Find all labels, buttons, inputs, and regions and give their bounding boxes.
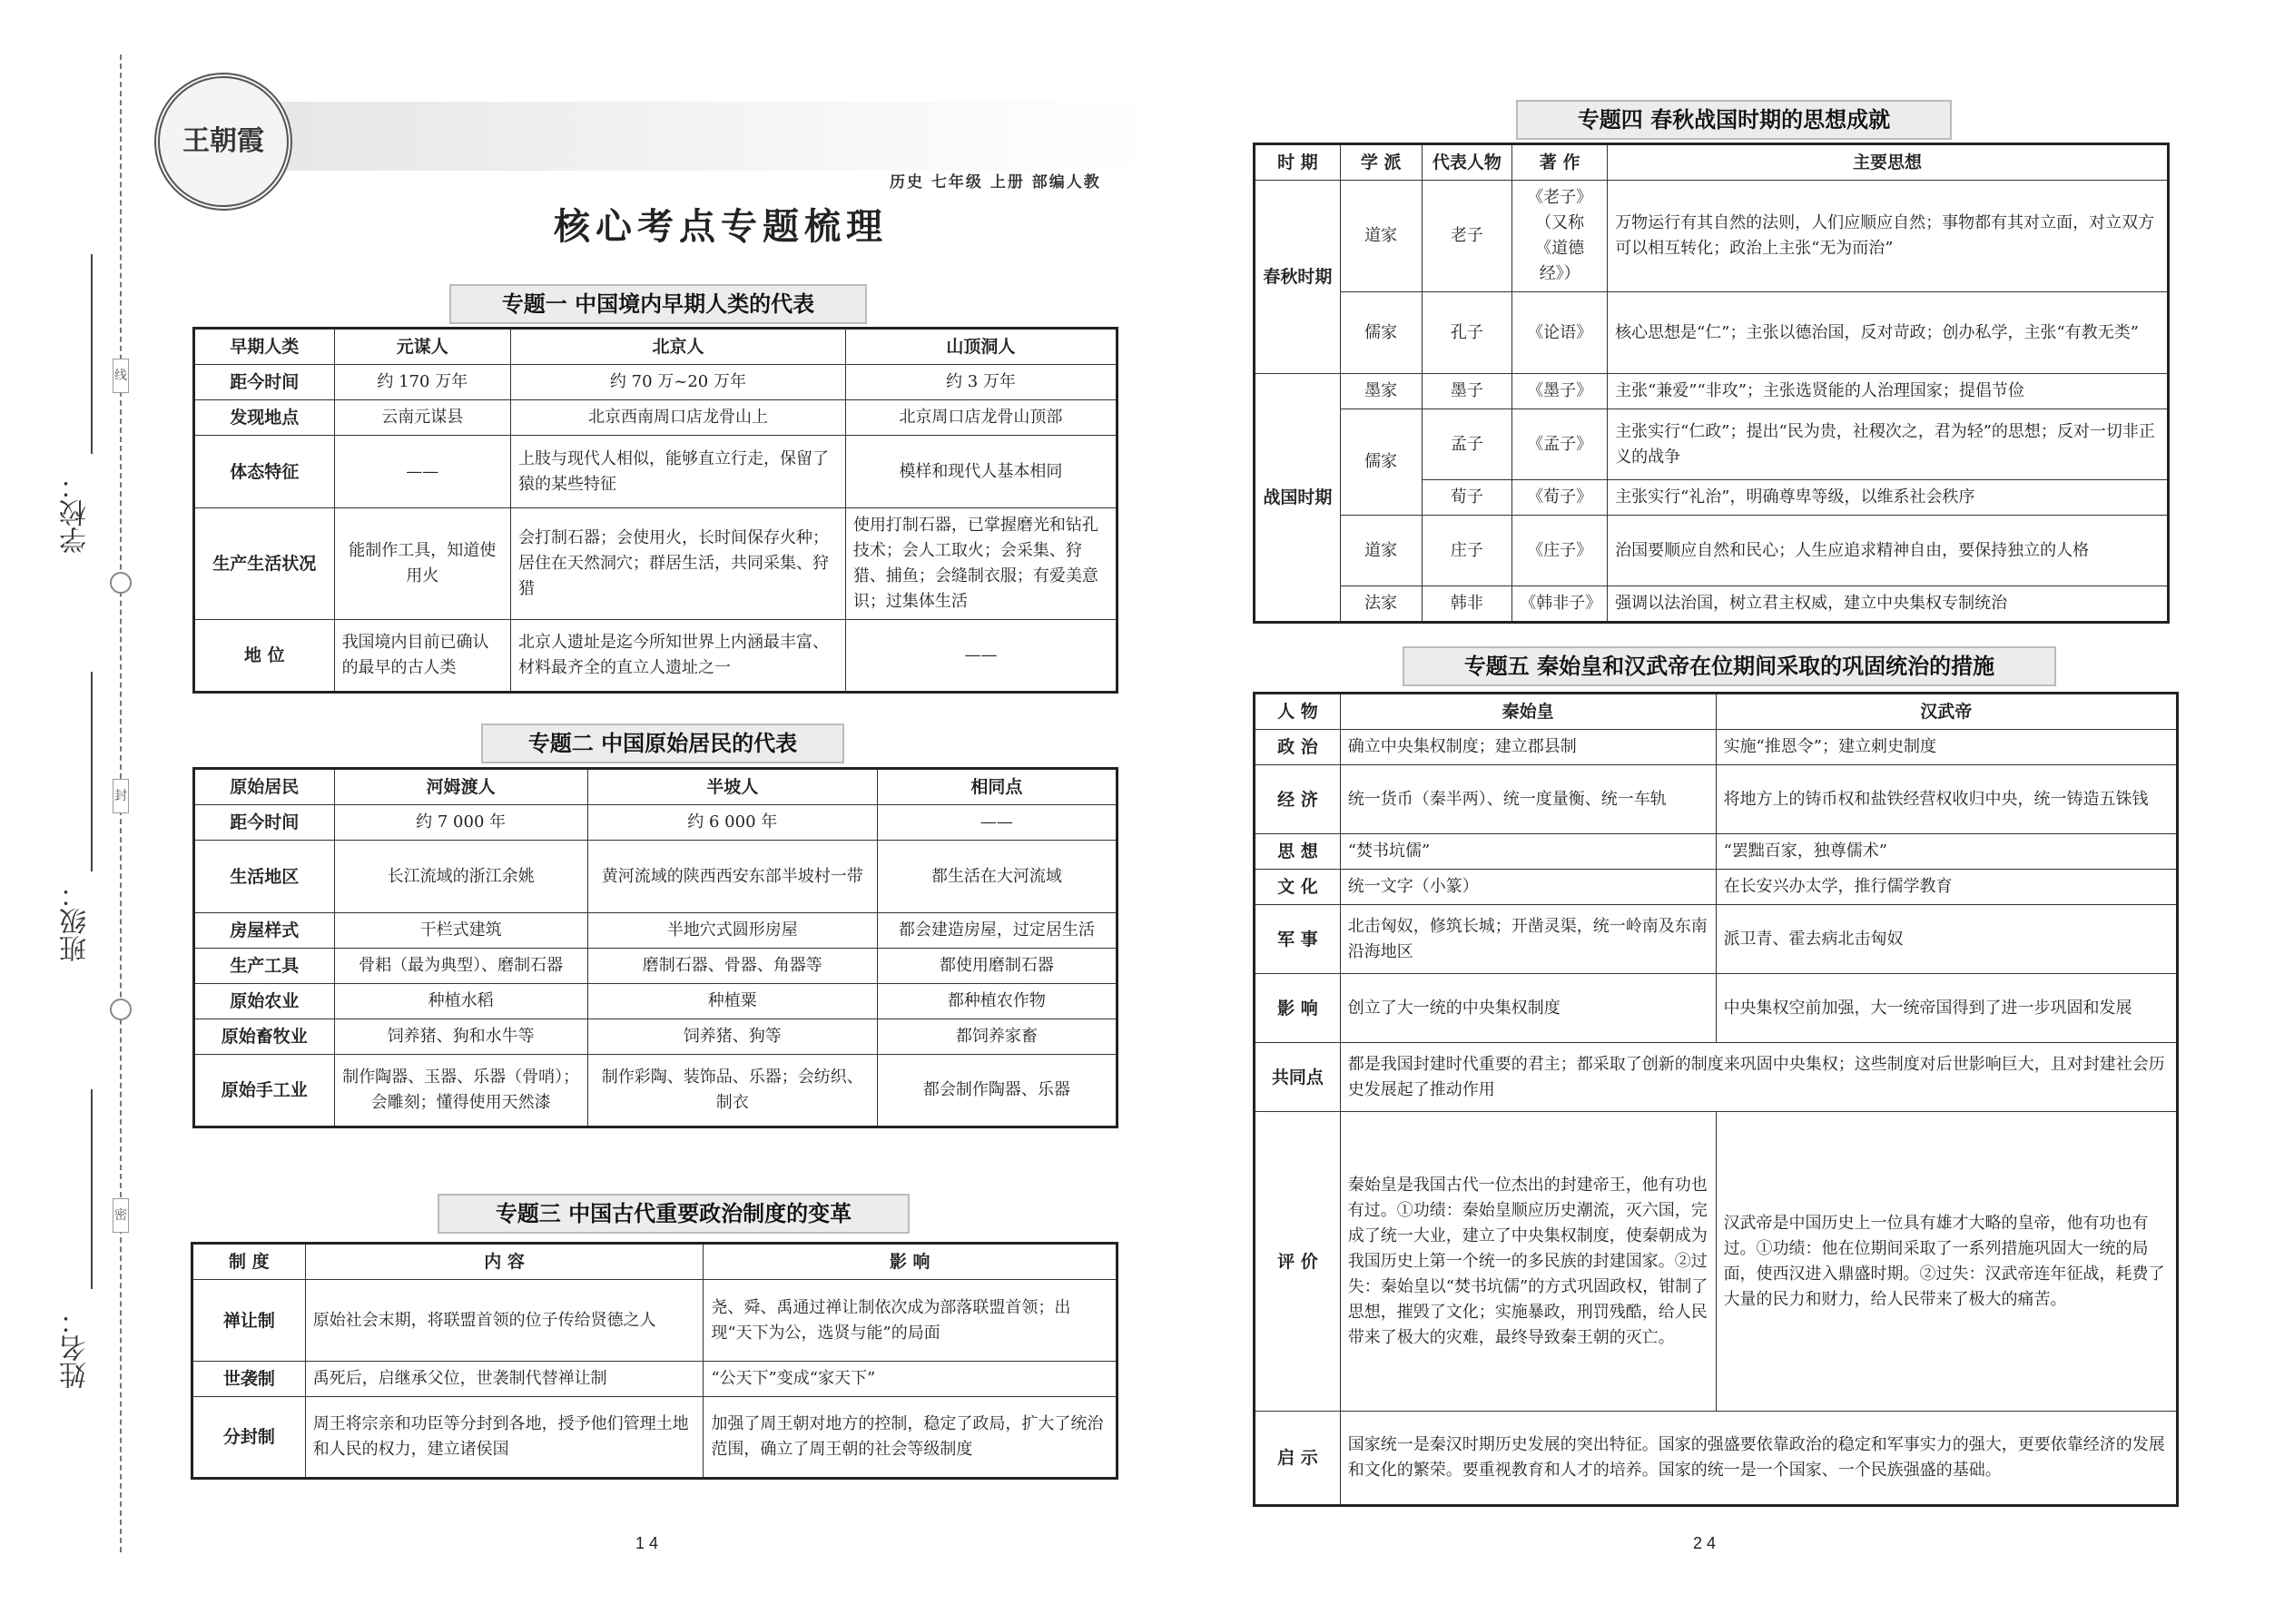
table-thought-achievements	[1253, 143, 2170, 624]
table-header: 原始居民	[194, 769, 335, 805]
section-2-title: 专题二 中国原始居民的代表	[481, 723, 844, 763]
table-header: 汉武帝	[1716, 694, 2177, 730]
table-row: 法家 韩非 《韩非子》 强调以法治国，树立君主权威，建立中央集权专制统治	[1255, 586, 2169, 623]
table-row: 政 治 确立中央集权制度；建立郡县制 实施“推恩令”；建立刺史制度	[1255, 730, 2178, 765]
table-header: 著 作	[1512, 144, 1608, 181]
binding-mark-1: 线	[113, 359, 129, 393]
table-row: 世袭制 禹死后，启继承父位，世袭制代替禅让制 “公天下”变成“家天下”	[192, 1362, 1117, 1397]
brand-logo: 王朝霞	[154, 73, 292, 211]
table-row: 春秋时期 道家 老子 《老子》（又称《道德经》） 万物运行有其自然的法则，人们应顺应自然；事物都有其对立面，对立双方可以相互转化；政治上主张“无为而治”	[1255, 181, 2169, 292]
table-row: 道家 庄子 《庄子》 治国要顺应自然和民心；人生应追求精神自由，要保持独立的人格	[1255, 516, 2169, 586]
table-row: 原始手工业 制作陶器、玉器、乐器（骨哨）；会雕刻；懂得使用天然漆 制作彩陶、装饰品、乐器；会纺织、制衣 都会制作陶器、乐器	[194, 1055, 1117, 1127]
table-row: 禅让制 原始社会末期，将联盟首领的位子传给贤德之人 尧、舜、禹通过禅让制依次成为部落联盟首领；出现“天下为公，选贤与能”的局面	[192, 1280, 1117, 1362]
table-header: 时 期	[1255, 144, 1341, 181]
section-5-title: 专题五 秦始皇和汉武帝在位期间采取的巩固统治的措施	[1403, 646, 2056, 686]
header-ribbon	[263, 102, 1153, 171]
table-header: 影 响	[704, 1244, 1117, 1280]
table-header: 内 容	[305, 1244, 704, 1280]
table-row: 体态特征 —— 上肢与现代人相似，能够直立行走，保留了猿的某些特征 模样和现代人基本相同	[194, 436, 1117, 508]
table-row: 影 响 创立了大一统的中央集权制度 中央集权空前加强，大一统帝国得到了进一步巩固和发展	[1255, 974, 2178, 1043]
binding-margin	[0, 0, 182, 1624]
table-header: 河姆渡人	[334, 769, 587, 805]
table-row: 战国时期 墨家 墨子 《墨子》 主张“兼爱”“非攻”；主张选贤能的人治理国家；提倡节俭	[1255, 374, 2169, 409]
table-header: 元谋人	[334, 329, 510, 365]
table-header: 人 物	[1255, 694, 1341, 730]
school-field[interactable]	[91, 254, 93, 454]
table-row: 军 事 北击匈奴，修筑长城；开凿灵渠，统一岭南及东南沿海地区 派卫青、霍去病北击匈奴	[1255, 905, 2178, 974]
table-row: 评 价 秦始皇是我国古代一位杰出的封建帝王，他有功也有过。①功绩：秦始皇顺应历史潮流，灭六国，完成了统一大业，建立了中央集权制度，使秦朝成为我国历史上第一个统一的多民族的封建国家。②过失：秦始皇以“焚书坑儒”的方式巩固政权，钳制了思想，摧毁了文化；实施暴政，刑罚残酷，给人民带来了极大的灾难，最终导致秦王朝的灭亡。 汉武帝是中国历史上一位具有雄才大略的皇帝，他有功也有过。①功绩：他在位期间采取了一系列措施巩固大一统的局面，使西汉进入鼎盛时期。②过失：汉武帝连年征战，耗费了大量的民力和财力，给人民带来了极大的痛苦。	[1255, 1112, 2178, 1412]
table-row: 分封制 周王将宗亲和功臣等分封到各地，授予他们管理土地和人民的权力，建立诸侯国 加强了周王朝对地方的控制，稳定了政局，扩大了统治范围，确立了周王朝的社会等级制度	[192, 1397, 1117, 1479]
school-label: 学校：	[60, 472, 92, 554]
table-header: 学 派	[1340, 144, 1422, 181]
name-field[interactable]	[91, 1089, 93, 1289]
table-row: 荀子 《荀子》 主张实行“礼治”，明确尊卑等级，以维系社会秩序	[1255, 480, 2169, 516]
table-row: 儒家 孟子 《孟子》 主张实行“仁政”；提出“民为贵，社稷次之，君为轻”的思想；反对一切非正义的战争	[1255, 409, 2169, 480]
table-row: 思 想 “焚书坑儒” “罢黜百家，独尊儒术”	[1255, 834, 2178, 870]
table-header: 相同点	[877, 769, 1117, 805]
table-row: 发现地点 云南元谋县 北京西南周口店龙骨山上 北京周口店龙骨山顶部	[194, 400, 1117, 436]
table-row: 共同点 都是我国封建时代重要的君主；都采取了创新的制度来巩固中央集权；这些制度对后世影响巨大，且对封建社会历史发展起了推动作用	[1255, 1043, 2178, 1112]
table-row: 儒家 孔子 《论语》 核心思想是“仁”；主张以德治国，反对苛政；创办私学，主张“有教无类”	[1255, 292, 2169, 374]
table-row: 生产生活状况 能制作工具，知道使用火 会打制石器；会使用火，长时间保存火种；居住在天然洞穴；群居生活，共同采集、狩猎 使用打制石器，已掌握磨光和钻孔技术；会人工取火；会采集、狩猎、捕鱼；会缝制衣服；有爱美意识；过集体生活	[194, 508, 1117, 620]
binding-mark-3: 密	[113, 1198, 129, 1233]
table-primitive-residents	[192, 767, 1118, 1128]
table-row: 生产工具 骨耜（最为典型）、磨制石器 磨制石器、骨器、角器等 都使用磨制石器	[194, 949, 1117, 984]
table-header: 山顶洞人	[845, 329, 1117, 365]
page-title: 核心考点专题梳理	[554, 205, 888, 248]
table-row: 原始畜牧业 饲养猪、狗和水牛等 饲养猪、狗等 都饲养家畜	[194, 1019, 1117, 1055]
table-header: 半坡人	[587, 769, 877, 805]
section-1-title: 专题一 中国境内早期人类的代表	[449, 284, 867, 324]
table-row: 房屋样式 干栏式建筑 半地穴式圆形房屋 都会建造房屋，过定居生活	[194, 913, 1117, 949]
table-row: 地 位 我国境内目前已确认的最早的古人类 北京人遗址是迄今所知世界上内涵最丰富、材料最齐全的直立人遗址之一 ——	[194, 620, 1117, 693]
table-header: 主要思想	[1608, 144, 2169, 181]
binding-hole-icon	[110, 999, 132, 1020]
table-header: 制 度	[192, 1244, 306, 1280]
table-row: 文 化 统一文字（小篆） 在长安兴办太学，推行儒学教育	[1255, 870, 2178, 905]
table-header: 秦始皇	[1340, 694, 1716, 730]
binding-mark-2: 封	[113, 779, 129, 813]
table-row: 启 示 国家统一是秦汉时期历史发展的突出特征。国家的强盛要依靠政治的稳定和军事实力的强大，更要依靠经济的发展和文化的繁荣。要重视教育和人才的培养。国家的统一是一个国家、一个民族强盛的基础。	[1255, 1412, 2178, 1506]
table-qin-han-measures	[1253, 692, 2179, 1507]
page-number-left: 1 4	[635, 1534, 659, 1552]
book-meta: 历史 七年级 上册 部编人教	[890, 173, 1101, 192]
table-header: 北京人	[511, 329, 846, 365]
table-header: 代表人物	[1422, 144, 1512, 181]
table-row: 距今时间 约 7 000 年 约 6 000 年 ——	[194, 805, 1117, 841]
table-header: 早期人类	[194, 329, 335, 365]
section-4-title: 专题四 春秋战国时期的思想成就	[1516, 100, 1952, 140]
binding-hole-icon	[110, 572, 132, 594]
table-political-systems	[191, 1242, 1118, 1480]
section-3-title: 专题三 中国古代重要政治制度的变革	[438, 1194, 910, 1234]
class-field[interactable]	[91, 672, 93, 871]
table-row: 生活地区 长江流域的浙江余姚 黄河流域的陕西西安东部半坡村一带 都生活在大河流域	[194, 841, 1117, 913]
table-row: 经 济 统一货币（秦半两）、统一度量衡、统一车轨 将地方上的铸币权和盐铁经营权收归中央，统一铸造五铢钱	[1255, 765, 2178, 834]
class-label: 班级：	[60, 881, 92, 962]
table-early-humans	[192, 327, 1118, 694]
table-row: 原始农业 种植水稻 种植粟 都种植农作物	[194, 984, 1117, 1019]
table-row: 距今时间 约 170 万年 约 70 万~20 万年 约 3 万年	[194, 365, 1117, 400]
page-number-right: 2 4	[1693, 1534, 1717, 1552]
name-label: 姓名：	[60, 1307, 92, 1389]
